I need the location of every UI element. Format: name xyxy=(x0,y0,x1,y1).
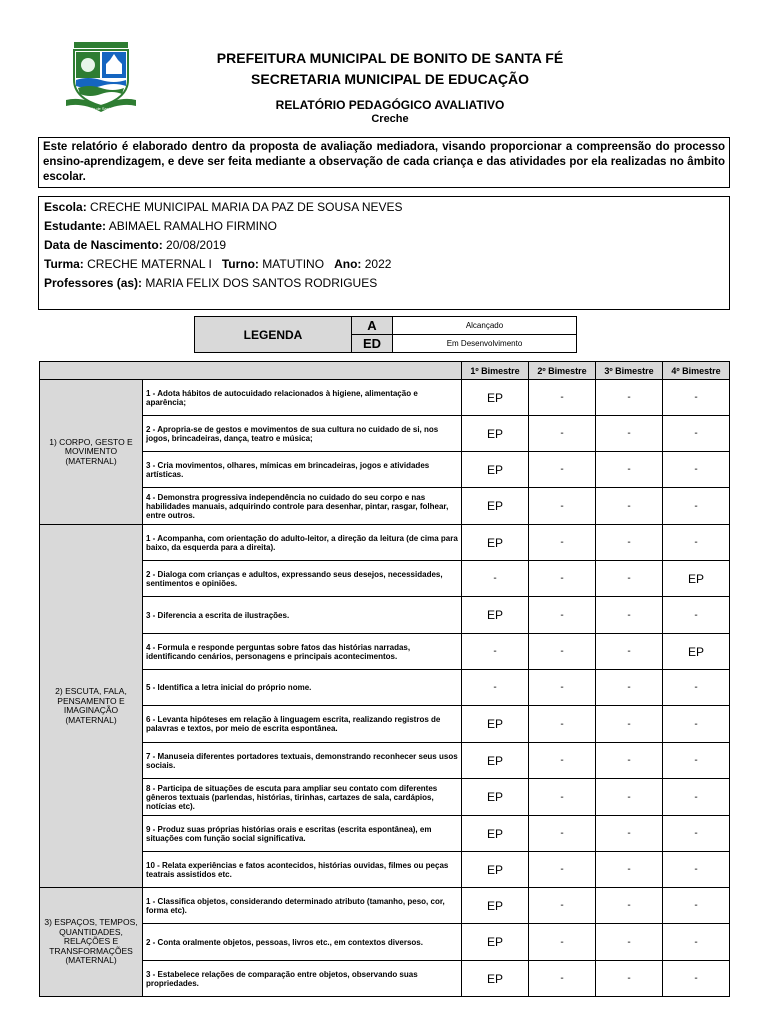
skill-description: 1 - Acompanha, com orientação do adulto-leitor, a direção da leitura (de cima para baixo, da esquerda para a direita). xyxy=(143,525,462,561)
table-header-row xyxy=(40,362,730,380)
bimester-score: - xyxy=(596,924,663,961)
bimester-score: - xyxy=(596,452,663,488)
student-label: Estudante: xyxy=(44,219,107,233)
class-label: Turma: xyxy=(44,257,84,271)
bimester-score: EP xyxy=(462,597,529,634)
skill-description: 2 - Apropria-se de gestos e movimentos de sua cultura no cuidado de si, nos jogos, brincadeiras, dança, teatro e música; xyxy=(143,416,462,452)
bimester-score: - xyxy=(596,561,663,597)
year-label: Ano: xyxy=(334,257,362,271)
bimester-score: - xyxy=(529,597,596,634)
column-header: 4º Bimestre xyxy=(663,362,730,380)
teacher-value: MARIA FELIX DOS SANTOS RODRIGUES xyxy=(145,276,378,290)
table-row xyxy=(40,380,730,416)
bimester-score: EP xyxy=(462,924,529,961)
bimester-score: - xyxy=(529,888,596,924)
legend-table xyxy=(194,316,577,353)
table-row xyxy=(40,888,730,924)
bimester-score: - xyxy=(663,779,730,816)
header-blank-cell xyxy=(40,362,462,380)
skill-description: 8 - Participa de situações de escuta para ampliar seu contato com diferentes gêneros textuais (parlendas, histórias, tirinhas, cartazes de sala, cardápios, notícias etc). xyxy=(143,779,462,816)
bimester-score: - xyxy=(596,961,663,997)
bimester-score: - xyxy=(663,852,730,888)
municipal-coat-of-arms-logo xyxy=(62,40,140,118)
bimester-score: - xyxy=(529,416,596,452)
table-row xyxy=(40,670,730,706)
bimester-score: - xyxy=(596,852,663,888)
skill-description: 4 - Formula e responde perguntas sobre fatos das histórias narradas, identificando cenários, personagens e principais acontecimentos. xyxy=(143,634,462,670)
table-row xyxy=(40,488,730,525)
skill-description: 3 - Estabelece relações de comparação entre objetos, observando suas propriedades. xyxy=(143,961,462,997)
area-label: 2) ESCUTA, FALA, PENSAMENTO E IMAGINAÇÃO (MATERNAL) xyxy=(40,525,143,888)
column-header: 2º Bimestre xyxy=(529,362,596,380)
teacher-label: Professores (as): xyxy=(44,276,143,290)
bimester-score: - xyxy=(596,888,663,924)
bimester-score: - xyxy=(529,670,596,706)
bimester-score: - xyxy=(529,634,596,670)
bimester-score: - xyxy=(529,924,596,961)
teacher-row xyxy=(44,274,724,293)
bimester-score: EP xyxy=(462,452,529,488)
bimester-score: - xyxy=(462,561,529,597)
class-value: CRECHE MATERNAL I xyxy=(87,257,212,271)
skill-description: 1 - Classifica objetos, considerando determinado atributo (tamanho, peso, cor, forma etc). xyxy=(143,888,462,924)
bimester-score: - xyxy=(529,452,596,488)
shift-label: Turno: xyxy=(221,257,259,271)
skill-description: 2 - Dialoga com crianças e adultos, expressando seus desejos, necessidades, sentimentos e opiniões. xyxy=(143,561,462,597)
bimester-score: EP xyxy=(462,852,529,888)
bimester-score: EP xyxy=(462,525,529,561)
bimester-score: - xyxy=(596,743,663,779)
bimester-score: - xyxy=(663,888,730,924)
table-row xyxy=(40,634,730,670)
bimester-score: EP xyxy=(462,488,529,525)
skill-description: 4 - Demonstra progressiva independência no cuidado do seu corpo e nas habilidades manuais, adquirindo controle para desenhar, pintar, rasgar, folhear, entre outros. xyxy=(143,488,462,525)
table-row xyxy=(40,924,730,961)
skill-description: 5 - Identifica a letra inicial do próprio nome. xyxy=(143,670,462,706)
bimester-score: - xyxy=(529,525,596,561)
legend-title: LEGENDA xyxy=(195,317,352,353)
bimester-score: - xyxy=(663,488,730,525)
bimester-score: - xyxy=(596,525,663,561)
bimester-score: EP xyxy=(462,888,529,924)
table-row xyxy=(40,597,730,634)
bimester-score: - xyxy=(596,670,663,706)
table-row xyxy=(40,743,730,779)
bimester-score: EP xyxy=(462,816,529,852)
bimester-score: - xyxy=(663,452,730,488)
level-subtitle: Creche xyxy=(371,113,409,125)
bimester-score: - xyxy=(529,743,596,779)
legend-code: A xyxy=(352,317,393,335)
bimester-score: - xyxy=(529,779,596,816)
bimester-score: - xyxy=(529,488,596,525)
bimester-score: - xyxy=(663,816,730,852)
table-row xyxy=(40,852,730,888)
bimester-score: - xyxy=(596,706,663,743)
skill-description: 10 - Relata experiências e fatos acontecidos, histórias ouvidas, filmes ou peças teatrais assistidos etc. xyxy=(143,852,462,888)
bimester-score: - xyxy=(596,779,663,816)
student-info-box xyxy=(38,196,730,310)
table-row xyxy=(40,706,730,743)
skill-description: 2 - Conta oralmente objetos, pessoas, livros etc., em contextos diversos. xyxy=(143,924,462,961)
school-label: Escola: xyxy=(44,200,87,214)
area-label: 1) CORPO, GESTO E MOVIMENTO (MATERNAL) xyxy=(40,380,143,525)
bimester-score: EP xyxy=(462,743,529,779)
birth-value: 20/08/2019 xyxy=(166,238,227,252)
bimester-score: - xyxy=(663,525,730,561)
bimester-score: - xyxy=(529,961,596,997)
bimester-score: - xyxy=(529,380,596,416)
shift-value: MATUTINO xyxy=(262,257,325,271)
bimester-score: EP xyxy=(462,961,529,997)
bimester-score: EP xyxy=(462,380,529,416)
table-row xyxy=(40,416,730,452)
class-row xyxy=(44,255,724,274)
year-value: 2022 xyxy=(364,257,392,271)
bimester-score: - xyxy=(529,561,596,597)
bimester-score: - xyxy=(663,597,730,634)
bimester-score: EP xyxy=(663,634,730,670)
student-value: ABIMAEL RAMALHO FIRMINO xyxy=(108,219,277,233)
table-row xyxy=(40,525,730,561)
bimester-score: - xyxy=(663,706,730,743)
skill-description: 6 - Levanta hipóteses em relação à linguagem escrita, realizando registros de palavras e textos, por meio de escrita espontânea. xyxy=(143,706,462,743)
legend-meaning: Alcançado xyxy=(393,317,577,335)
bimester-score: - xyxy=(663,380,730,416)
table-row xyxy=(40,779,730,816)
bimester-score: - xyxy=(596,416,663,452)
column-header: 1º Bimestre xyxy=(462,362,529,380)
column-header: 3º Bimestre xyxy=(596,362,663,380)
bimester-score: - xyxy=(663,743,730,779)
bimester-score: EP xyxy=(663,561,730,597)
table-row xyxy=(40,961,730,997)
area-label: 3) ESPAÇOS, TEMPOS, QUANTIDADES, RELAÇÕES E TRANSFORMAÇÕES (MATERNAL) xyxy=(40,888,143,997)
bimester-score: - xyxy=(462,670,529,706)
bimester-score: - xyxy=(596,816,663,852)
bimester-score: - xyxy=(663,670,730,706)
bimester-score: - xyxy=(529,706,596,743)
bimester-score: - xyxy=(663,416,730,452)
legend-code: ED xyxy=(352,335,393,353)
table-row xyxy=(40,452,730,488)
birth-row xyxy=(44,236,724,255)
skill-description: 1 - Adota hábitos de autocuidado relacionados à higiene, alimentação e aparência; xyxy=(143,380,462,416)
report-title: RELATÓRIO PEDAGÓGICO AVALIATIVO xyxy=(275,98,505,112)
skill-description: 3 - Diferencia a escrita de ilustrações. xyxy=(143,597,462,634)
skill-description: 7 - Manuseia diferentes portadores textuais, demonstrando reconhecer seus usos sociais. xyxy=(143,743,462,779)
skill-description: 9 - Produz suas próprias histórias orais e escritas (escrita espontânea), em situações com função social significativa. xyxy=(143,816,462,852)
legend-meaning: Em Desenvolvimento xyxy=(393,335,577,353)
bimester-score: - xyxy=(596,488,663,525)
bimester-score: EP xyxy=(462,779,529,816)
bimester-score: - xyxy=(529,852,596,888)
bimester-score: - xyxy=(596,634,663,670)
table-row xyxy=(40,816,730,852)
bimester-score: - xyxy=(529,816,596,852)
bimester-score: - xyxy=(596,380,663,416)
evaluation-table xyxy=(39,361,730,997)
bimester-score: - xyxy=(663,924,730,961)
intro-paragraph: Este relatório é elaborado dentro da proposta de avaliação mediadora, visando proporcionar a compreensão do processo ensino-aprendizagem, e deve ser feita mediante a observação de cada criança e das atividades por ela realizadas no âmbito escolar. xyxy=(38,137,730,188)
skill-description: 3 - Cria movimentos, olhares, mímicas em brincadeiras, jogos e atividades artísticas. xyxy=(143,452,462,488)
birth-label: Data de Nascimento: xyxy=(44,238,163,252)
bimester-score: - xyxy=(596,597,663,634)
table-row xyxy=(40,561,730,597)
bimester-score: - xyxy=(462,634,529,670)
logo-caption: Bonito de Santa Fé xyxy=(83,106,119,111)
bimester-score: EP xyxy=(462,416,529,452)
school-row xyxy=(44,198,724,217)
bimester-score: - xyxy=(663,961,730,997)
municipality-title: PREFEITURA MUNICIPAL DE BONITO DE SANTA FÉ xyxy=(216,50,564,66)
student-row xyxy=(44,217,724,236)
school-value: CRECHE MUNICIPAL MARIA DA PAZ DE SOUSA NEVES xyxy=(90,200,403,214)
secretariat-title: SECRETARIA MUNICIPAL DE EDUCAÇÃO xyxy=(251,71,529,87)
bimester-score: EP xyxy=(462,706,529,743)
